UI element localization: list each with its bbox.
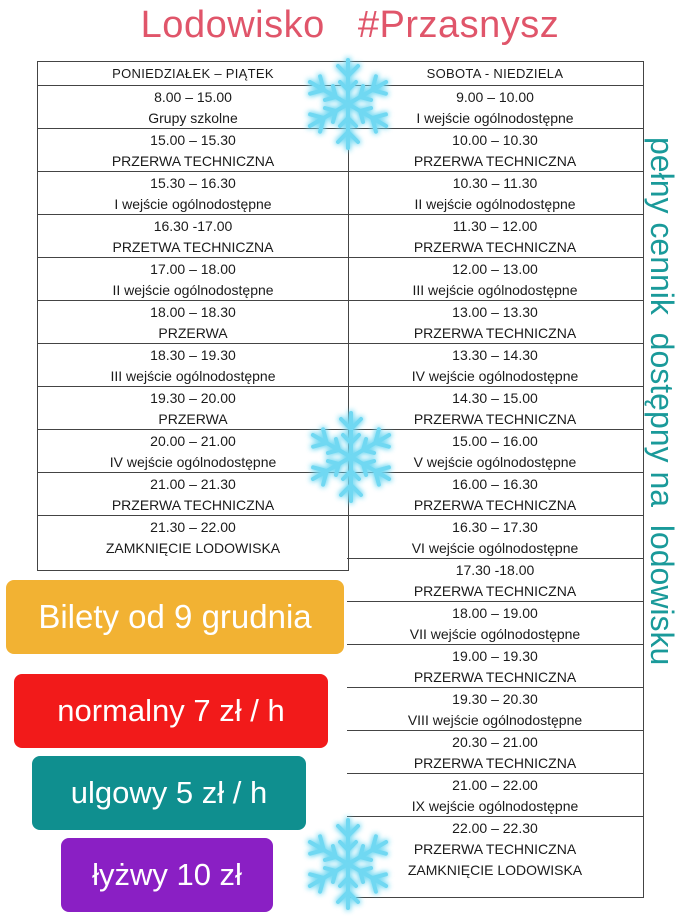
table-row xyxy=(38,516,348,559)
row-time: 9.00 – 10.00 xyxy=(456,89,534,105)
row-time: 10.30 – 11.30 xyxy=(452,175,538,191)
row-time: 15.00 – 15.30 xyxy=(150,132,236,148)
table-row xyxy=(38,258,348,301)
table-row xyxy=(347,688,643,731)
row-desc: I wejście ogólnodostępne xyxy=(114,196,272,212)
row-desc: I wejście ogólnodostępne xyxy=(416,110,574,126)
normal-price-banner: normalny 7 zł / h xyxy=(14,674,328,748)
table-row xyxy=(347,602,643,645)
row-desc: II wejście ogólnodostępne xyxy=(414,196,576,212)
row-desc: PRZERWA TECHNICZNA xyxy=(413,411,577,427)
skates-price-banner: łyżwy 10 zł xyxy=(61,838,273,912)
row-desc: PRZERWA TECHNICZNA xyxy=(413,669,577,685)
table-row xyxy=(38,301,348,344)
row-desc: Grupy szkolne xyxy=(148,110,238,126)
weekend-header: SOBOTA - NIEDZIELA xyxy=(347,62,643,86)
row-desc: VII wejście ogólnodostępne xyxy=(409,626,581,642)
row-time: 18.00 – 18.30 xyxy=(150,304,236,320)
snowflake-icon xyxy=(299,405,403,509)
table-row xyxy=(347,559,643,602)
row-time: 21.00 – 22.00 xyxy=(452,777,538,793)
row-desc: IX wejście ogólnodostępne xyxy=(411,798,579,814)
row-time: 20.30 – 21.00 xyxy=(452,734,538,750)
row-desc: PRZERWA TECHNICZNA xyxy=(413,325,577,341)
weekday-header: PONIEDZIAŁEK – PIĄTEK xyxy=(38,62,348,86)
row-desc: PRZERWA TECHNICZNA xyxy=(413,153,577,169)
table-row xyxy=(38,344,348,387)
row-time: 14.30 – 15.00 xyxy=(452,390,538,406)
row-desc: III wejście ogólnodostępne xyxy=(110,368,276,384)
row-time: 11.30 – 12.00 xyxy=(452,218,538,234)
row-time: 16.30 -17.00 xyxy=(153,218,233,234)
tickets-date-banner: Bilety od 9 grudnia xyxy=(6,580,344,654)
snowflake-icon xyxy=(296,52,400,156)
table-row xyxy=(347,172,643,215)
row-desc: PRZETWA TECHNICZNA xyxy=(112,239,274,255)
row-time: 10.00 – 10.30 xyxy=(452,132,538,148)
row-time: 13.00 – 13.30 xyxy=(452,304,538,320)
row-desc: PRZERWA TECHNICZNA xyxy=(413,497,577,513)
table-row xyxy=(347,731,643,774)
row-desc: PRZERWA TECHNICZNA xyxy=(413,239,577,255)
row-time: 19.00 – 19.30 xyxy=(452,648,538,664)
row-time: 17.30 -18.00 xyxy=(455,562,535,578)
table-row xyxy=(347,344,643,387)
row-time: 21.00 – 21.30 xyxy=(150,476,236,492)
row-desc: PRZERWA TECHNICZNA xyxy=(111,497,275,513)
row-time: 18.00 – 19.00 xyxy=(452,605,538,621)
row-desc: PRZERWA TECHNICZNA xyxy=(413,583,577,599)
row-time: 15.00 – 16.00 xyxy=(452,433,538,449)
row-time: 12.00 – 13.00 xyxy=(452,261,538,277)
row-desc: ZAMKNIĘCIE LODOWISKA xyxy=(105,540,281,556)
snowflake-icon xyxy=(296,812,400,916)
table-row xyxy=(347,215,643,258)
table-row xyxy=(347,301,643,344)
row-desc: PRZERWA TECHNICZNA xyxy=(111,153,275,169)
row-time: 19.30 – 20.00 xyxy=(150,390,236,406)
row-time: 17.00 – 18.00 xyxy=(150,261,236,277)
row-time: 18.30 – 19.30 xyxy=(150,347,236,363)
row-time: 21.30 – 22.00 xyxy=(150,519,236,535)
page-title: Lodowisko #Przasnysz xyxy=(140,4,560,46)
table-row xyxy=(347,258,643,301)
table-row xyxy=(347,516,643,559)
row-desc: III wejście ogólnodostępne xyxy=(412,282,578,298)
table-row xyxy=(347,645,643,688)
row-desc: VI wejście ogólnodostępne xyxy=(411,540,579,556)
row-time: 22.00 – 22.30 xyxy=(452,820,538,836)
row-desc: IV wejście ogólnodostępne xyxy=(411,368,579,384)
row-time: 15.30 – 16.30 xyxy=(150,175,236,191)
table-row xyxy=(38,215,348,258)
row-desc: PRZERWA xyxy=(158,411,228,427)
row-desc: PRZERWA TECHNICZNA xyxy=(413,841,577,857)
row-desc: II wejście ogólnodostępne xyxy=(112,282,274,298)
row-desc: PRZERWA xyxy=(158,325,228,341)
row-time: 16.00 – 16.30 xyxy=(452,476,538,492)
row-desc: V wejście ogólnodostępne xyxy=(413,454,577,470)
row-time: 16.30 – 17.30 xyxy=(452,519,538,535)
row-time: 13.30 – 14.30 xyxy=(452,347,538,363)
row-desc: PRZERWA TECHNICZNA xyxy=(413,755,577,771)
row-desc: IV wejście ogólnodostępne xyxy=(109,454,277,470)
table-row xyxy=(347,774,643,817)
row-time: 8.00 – 15.00 xyxy=(154,89,232,105)
table-row xyxy=(38,172,348,215)
row-desc-2: ZAMKNIĘCIE LODOWISKA xyxy=(407,862,583,878)
reduced-price-banner: ulgowy 5 zł / h xyxy=(32,756,306,830)
row-time: 19.30 – 20.30 xyxy=(452,691,538,707)
row-time: 20.00 – 21.00 xyxy=(150,433,236,449)
row-desc: VIII wejście ogólnodostępne xyxy=(407,712,583,728)
side-price-note: pełny cennik dostępny na lodowisku xyxy=(644,137,680,666)
